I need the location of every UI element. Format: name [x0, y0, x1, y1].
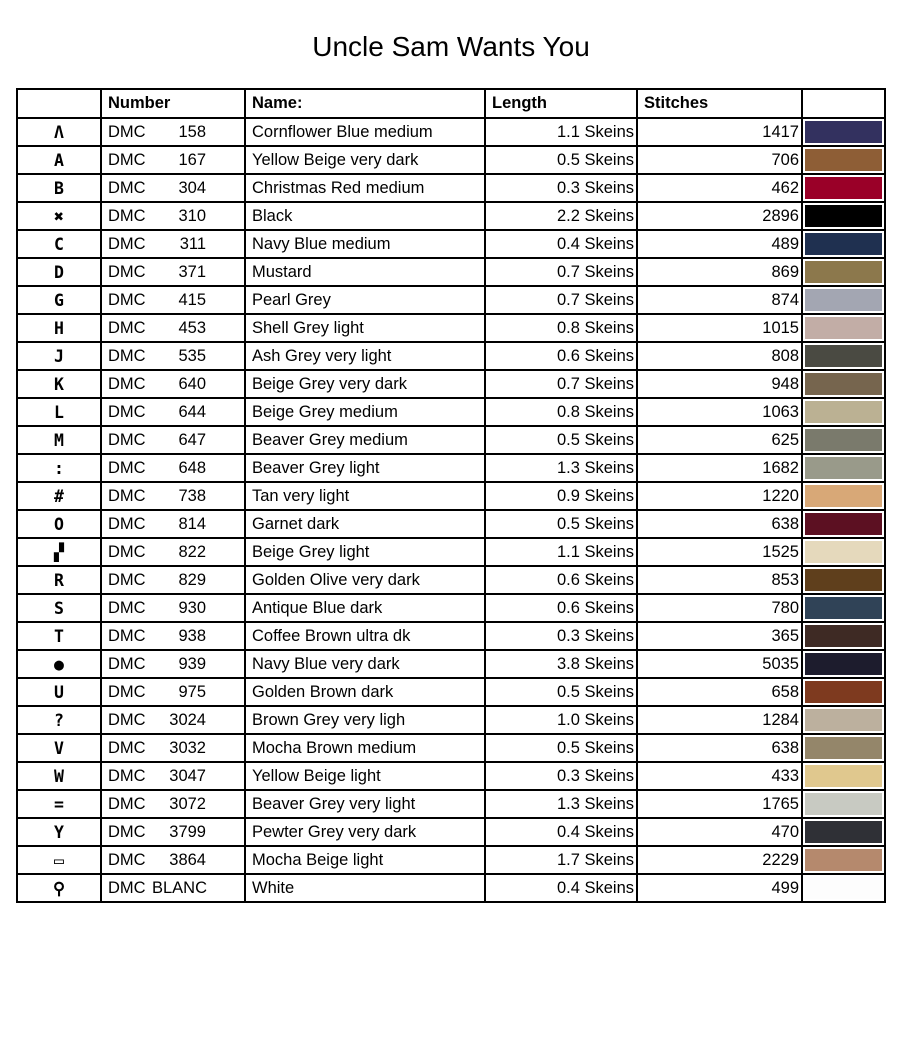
row-number — [101, 202, 245, 230]
color-chip — [805, 373, 882, 395]
table-row — [17, 538, 885, 566]
row-length: 3.8 Skeins — [485, 650, 637, 678]
row-stitches: 780 — [637, 594, 802, 622]
row-length: 0.8 Skeins — [485, 398, 637, 426]
row-name: Mocha Brown medium — [245, 734, 485, 762]
row-code: 814 — [178, 514, 206, 533]
row-code: 304 — [178, 178, 206, 197]
thread-legend-table — [16, 88, 886, 903]
row-symbol: ▞ — [17, 538, 101, 566]
row-number — [101, 342, 245, 370]
color-chip — [805, 793, 882, 815]
row-stitches: 1765 — [637, 790, 802, 818]
color-chip — [805, 177, 882, 199]
color-chip — [805, 849, 882, 871]
row-code: 930 — [178, 598, 206, 617]
row-symbol: Y — [17, 818, 101, 846]
color-chip — [805, 485, 882, 507]
row-length: 0.4 Skeins — [485, 818, 637, 846]
table-row — [17, 594, 885, 622]
row-number — [101, 538, 245, 566]
row-number — [101, 706, 245, 734]
row-number — [101, 594, 245, 622]
header-symbol — [17, 89, 101, 118]
row-color-swatch — [802, 314, 885, 342]
row-symbol: B — [17, 174, 101, 202]
row-stitches: 1063 — [637, 398, 802, 426]
row-name: Beige Grey very dark — [245, 370, 485, 398]
row-length: 1.3 Skeins — [485, 454, 637, 482]
row-symbol: W — [17, 762, 101, 790]
row-code: 311 — [179, 234, 206, 253]
table-row — [17, 258, 885, 286]
row-stitches: 1417 — [637, 118, 802, 146]
table-row — [17, 762, 885, 790]
row-name: Black — [245, 202, 485, 230]
row-length: 0.7 Skeins — [485, 286, 637, 314]
row-symbol: T — [17, 622, 101, 650]
row-stitches: 489 — [637, 230, 802, 258]
row-brand: DMC — [108, 318, 146, 337]
row-color-swatch — [802, 538, 885, 566]
row-name: Beaver Grey medium — [245, 426, 485, 454]
row-stitches: 869 — [637, 258, 802, 286]
row-number — [101, 734, 245, 762]
row-length: 0.5 Skeins — [485, 678, 637, 706]
color-chip — [805, 261, 882, 283]
row-code: 644 — [178, 402, 206, 421]
row-color-swatch — [802, 594, 885, 622]
color-chip — [805, 569, 882, 591]
row-stitches: 433 — [637, 762, 802, 790]
row-length: 0.8 Skeins — [485, 314, 637, 342]
row-number — [101, 790, 245, 818]
row-brand: DMC — [108, 374, 146, 393]
row-color-swatch — [802, 566, 885, 594]
row-symbol: ? — [17, 706, 101, 734]
color-chip — [805, 653, 882, 675]
color-chip — [805, 877, 882, 899]
row-stitches: 1220 — [637, 482, 802, 510]
row-name: Yellow Beige light — [245, 762, 485, 790]
color-chip — [805, 149, 882, 171]
color-chip — [805, 233, 882, 255]
row-name: Pearl Grey — [245, 286, 485, 314]
color-chip — [805, 737, 882, 759]
row-color-swatch — [802, 482, 885, 510]
table-row — [17, 146, 885, 174]
row-name: Beige Grey medium — [245, 398, 485, 426]
row-code: 3024 — [169, 710, 206, 729]
row-brand: DMC — [108, 822, 146, 841]
color-chip — [805, 513, 882, 535]
row-brand: DMC — [108, 234, 146, 253]
row-color-swatch — [802, 622, 885, 650]
color-chip — [805, 345, 882, 367]
color-chip — [805, 541, 882, 563]
row-color-swatch — [802, 874, 885, 902]
row-symbol: R — [17, 566, 101, 594]
row-length: 0.4 Skeins — [485, 230, 637, 258]
table-header-row — [17, 89, 885, 118]
row-stitches: 499 — [637, 874, 802, 902]
row-brand: DMC — [108, 290, 146, 309]
row-brand: DMC — [108, 766, 146, 785]
row-color-swatch — [802, 846, 885, 874]
row-brand: DMC — [108, 738, 146, 757]
row-code: 167 — [178, 150, 206, 169]
row-code: 453 — [178, 318, 206, 337]
row-stitches: 706 — [637, 146, 802, 174]
row-code: 371 — [178, 262, 206, 281]
row-number — [101, 314, 245, 342]
header-number: Number — [101, 89, 245, 118]
row-stitches: 462 — [637, 174, 802, 202]
row-number — [101, 650, 245, 678]
table-body — [17, 118, 885, 902]
header-name: Name: — [245, 89, 485, 118]
row-color-swatch — [802, 818, 885, 846]
row-brand: DMC — [108, 262, 146, 281]
row-stitches: 658 — [637, 678, 802, 706]
row-length: 1.7 Skeins — [485, 846, 637, 874]
row-stitches: 1682 — [637, 454, 802, 482]
row-number — [101, 454, 245, 482]
row-length: 0.3 Skeins — [485, 762, 637, 790]
row-brand: DMC — [108, 794, 146, 813]
row-number — [101, 398, 245, 426]
row-code: 829 — [178, 570, 206, 589]
row-symbol: O — [17, 510, 101, 538]
row-code: 158 — [178, 122, 206, 141]
color-chip — [805, 821, 882, 843]
row-brand: DMC — [108, 626, 146, 645]
table-row — [17, 398, 885, 426]
row-length: 0.5 Skeins — [485, 510, 637, 538]
row-length: 0.5 Skeins — [485, 146, 637, 174]
row-code: 640 — [178, 374, 206, 393]
row-name: Christmas Red medium — [245, 174, 485, 202]
color-chip — [805, 401, 882, 423]
table-row — [17, 482, 885, 510]
row-length: 2.2 Skeins — [485, 202, 637, 230]
row-number — [101, 286, 245, 314]
row-symbol: U — [17, 678, 101, 706]
row-code: 3799 — [169, 822, 206, 841]
row-code: 975 — [178, 682, 206, 701]
row-number — [101, 482, 245, 510]
color-chip — [805, 289, 882, 311]
row-symbol: A — [17, 146, 101, 174]
row-color-swatch — [802, 426, 885, 454]
table-row — [17, 790, 885, 818]
row-symbol: H — [17, 314, 101, 342]
row-length: 0.6 Skeins — [485, 566, 637, 594]
row-code: 535 — [178, 346, 206, 365]
table-row — [17, 202, 885, 230]
row-number — [101, 174, 245, 202]
row-brand: DMC — [108, 570, 146, 589]
table-row — [17, 650, 885, 678]
row-length: 0.6 Skeins — [485, 342, 637, 370]
row-number — [101, 846, 245, 874]
row-stitches: 853 — [637, 566, 802, 594]
row-name: Shell Grey light — [245, 314, 485, 342]
row-name: Golden Olive very dark — [245, 566, 485, 594]
color-chip — [805, 709, 882, 731]
row-color-swatch — [802, 454, 885, 482]
table-row — [17, 510, 885, 538]
row-length: 0.7 Skeins — [485, 370, 637, 398]
header-color — [802, 89, 885, 118]
row-length: 0.3 Skeins — [485, 174, 637, 202]
row-name: Coffee Brown ultra dk — [245, 622, 485, 650]
table-row — [17, 314, 885, 342]
row-code: 3864 — [169, 850, 206, 869]
row-name: Golden Brown dark — [245, 678, 485, 706]
row-symbol: ⚲ — [17, 874, 101, 902]
row-brand: DMC — [108, 514, 146, 533]
row-brand: DMC — [108, 402, 146, 421]
row-stitches: 2229 — [637, 846, 802, 874]
table-row — [17, 566, 885, 594]
row-symbol: J — [17, 342, 101, 370]
row-color-swatch — [802, 202, 885, 230]
row-number — [101, 874, 245, 902]
row-stitches: 638 — [637, 734, 802, 762]
table-row — [17, 454, 885, 482]
row-brand: DMC — [108, 430, 146, 449]
header-length: Length — [485, 89, 637, 118]
color-chip — [805, 121, 882, 143]
row-symbol: # — [17, 482, 101, 510]
row-symbol: L — [17, 398, 101, 426]
row-name: Beaver Grey very light — [245, 790, 485, 818]
header-stitches: Stitches — [637, 89, 802, 118]
table-row — [17, 370, 885, 398]
row-stitches: 2896 — [637, 202, 802, 230]
row-name: Beaver Grey light — [245, 454, 485, 482]
row-brand: DMC — [108, 178, 146, 197]
row-color-swatch — [802, 706, 885, 734]
page-title: Uncle Sam Wants You — [312, 31, 590, 62]
row-name: Beige Grey light — [245, 538, 485, 566]
row-length: 0.6 Skeins — [485, 594, 637, 622]
color-chip — [805, 205, 882, 227]
row-number — [101, 146, 245, 174]
color-chip — [805, 457, 882, 479]
row-code: 822 — [178, 542, 206, 561]
row-stitches: 470 — [637, 818, 802, 846]
row-length: 0.5 Skeins — [485, 734, 637, 762]
row-stitches: 365 — [637, 622, 802, 650]
row-name: Garnet dark — [245, 510, 485, 538]
table-row — [17, 622, 885, 650]
row-code: BLANC — [152, 878, 208, 897]
row-code: 648 — [178, 458, 206, 477]
row-name: Ash Grey very light — [245, 342, 485, 370]
row-brand: DMC — [108, 206, 146, 225]
row-color-swatch — [802, 734, 885, 762]
row-name: Navy Blue medium — [245, 230, 485, 258]
row-name: White — [245, 874, 485, 902]
row-symbol: = — [17, 790, 101, 818]
row-stitches: 1015 — [637, 314, 802, 342]
row-symbol: C — [17, 230, 101, 258]
color-chip — [805, 625, 882, 647]
row-brand: DMC — [108, 878, 146, 897]
color-chip — [805, 765, 882, 787]
row-name: Pewter Grey very dark — [245, 818, 485, 846]
table-row — [17, 426, 885, 454]
row-length: 0.5 Skeins — [485, 426, 637, 454]
table-row — [17, 286, 885, 314]
row-color-swatch — [802, 510, 885, 538]
row-length: 1.0 Skeins — [485, 706, 637, 734]
row-color-swatch — [802, 370, 885, 398]
row-stitches: 1284 — [637, 706, 802, 734]
row-number — [101, 510, 245, 538]
row-number — [101, 426, 245, 454]
color-chip — [805, 681, 882, 703]
row-color-swatch — [802, 398, 885, 426]
row-brand: DMC — [108, 458, 146, 477]
table-row — [17, 230, 885, 258]
row-brand: DMC — [108, 654, 146, 673]
row-length: 1.1 Skeins — [485, 538, 637, 566]
table-row — [17, 678, 885, 706]
row-number — [101, 622, 245, 650]
table-row — [17, 818, 885, 846]
table-row — [17, 874, 885, 902]
row-code: 3032 — [169, 738, 206, 757]
row-code: 738 — [178, 486, 206, 505]
row-symbol: D — [17, 258, 101, 286]
row-symbol: S — [17, 594, 101, 622]
row-brand: DMC — [108, 598, 146, 617]
row-length: 0.7 Skeins — [485, 258, 637, 286]
row-code: 939 — [178, 654, 206, 673]
row-color-swatch — [802, 230, 885, 258]
row-number — [101, 370, 245, 398]
row-number — [101, 566, 245, 594]
row-brand: DMC — [108, 486, 146, 505]
row-color-swatch — [802, 258, 885, 286]
row-brand: DMC — [108, 710, 146, 729]
row-name: Antique Blue dark — [245, 594, 485, 622]
row-color-swatch — [802, 650, 885, 678]
table-row — [17, 174, 885, 202]
row-code: 647 — [178, 430, 206, 449]
row-code: 3072 — [169, 794, 206, 813]
row-brand: DMC — [108, 542, 146, 561]
row-length: 0.3 Skeins — [485, 622, 637, 650]
row-symbol: ✖ — [17, 202, 101, 230]
row-code: 415 — [178, 290, 206, 309]
row-stitches: 638 — [637, 510, 802, 538]
row-name: Navy Blue very dark — [245, 650, 485, 678]
row-symbol: V — [17, 734, 101, 762]
row-stitches: 948 — [637, 370, 802, 398]
table-row — [17, 846, 885, 874]
row-stitches: 874 — [637, 286, 802, 314]
row-brand: DMC — [108, 122, 146, 141]
row-code: 3047 — [169, 766, 206, 785]
row-brand: DMC — [108, 346, 146, 365]
row-length: 1.3 Skeins — [485, 790, 637, 818]
row-color-swatch — [802, 174, 885, 202]
table-row — [17, 342, 885, 370]
color-chip — [805, 317, 882, 339]
row-stitches: 808 — [637, 342, 802, 370]
row-symbol: ● — [17, 650, 101, 678]
row-symbol: M — [17, 426, 101, 454]
row-color-swatch — [802, 790, 885, 818]
color-chip — [805, 429, 882, 451]
row-name: Tan very light — [245, 482, 485, 510]
row-brand: DMC — [108, 850, 146, 869]
row-symbol: ▭ — [17, 846, 101, 874]
row-brand: DMC — [108, 150, 146, 169]
row-code: 310 — [178, 206, 206, 225]
row-color-swatch — [802, 146, 885, 174]
row-symbol: Λ — [17, 118, 101, 146]
row-length: 0.9 Skeins — [485, 482, 637, 510]
row-color-swatch — [802, 342, 885, 370]
row-length: 1.1 Skeins — [485, 118, 637, 146]
row-symbol: K — [17, 370, 101, 398]
row-number — [101, 678, 245, 706]
row-color-swatch — [802, 762, 885, 790]
row-name: Mocha Beige light — [245, 846, 485, 874]
row-name: Cornflower Blue medium — [245, 118, 485, 146]
row-color-swatch — [802, 286, 885, 314]
row-number — [101, 118, 245, 146]
row-code: 938 — [178, 626, 206, 645]
row-color-swatch — [802, 118, 885, 146]
row-number — [101, 818, 245, 846]
row-stitches: 625 — [637, 426, 802, 454]
row-stitches: 5035 — [637, 650, 802, 678]
row-name: Yellow Beige very dark — [245, 146, 485, 174]
row-name: Mustard — [245, 258, 485, 286]
table-row — [17, 118, 885, 146]
row-length: 0.4 Skeins — [485, 874, 637, 902]
row-number — [101, 230, 245, 258]
row-number — [101, 762, 245, 790]
color-chip — [805, 597, 882, 619]
table-row — [17, 734, 885, 762]
row-brand: DMC — [108, 682, 146, 701]
row-name: Brown Grey very ligh — [245, 706, 485, 734]
row-stitches: 1525 — [637, 538, 802, 566]
row-symbol: : — [17, 454, 101, 482]
row-symbol: G — [17, 286, 101, 314]
table-row — [17, 706, 885, 734]
row-color-swatch — [802, 678, 885, 706]
row-number — [101, 258, 245, 286]
